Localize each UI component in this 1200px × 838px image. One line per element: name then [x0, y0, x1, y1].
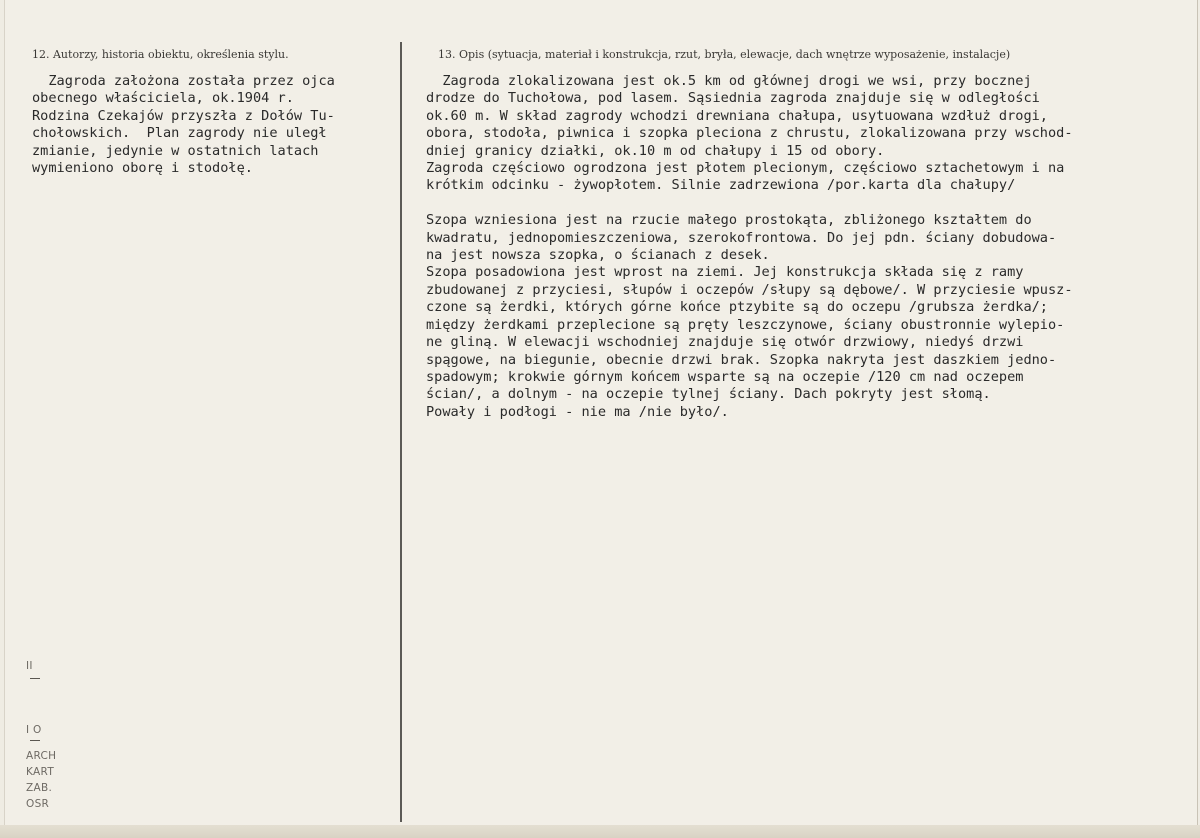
description-line: między żerdkami przeplecione są pręty leszczynowe, ściany obustronnie wylepio-	[426, 316, 1065, 333]
section-12-header: 12. Autorzy, historia obiektu, określenia stylu.	[32, 48, 289, 61]
stamp-line: ZAB.	[26, 782, 53, 794]
description-line: kwadratu, jednopomieszczeniowa, szerokofrontowa. Do jej pdn. ściany dobudowa-	[426, 229, 1057, 246]
description-line: na jest nowsza szopka, o ścianach z desek.	[426, 247, 770, 264]
section-12-body	[32, 73, 335, 177]
section-13-body	[426, 73, 1073, 421]
history-line: wymieniono oborę i stodołę.	[32, 160, 253, 177]
description-line: ne gliną. W elewacji wschodniej znajduje się otwór drzwiowy, niedyś drzwi	[426, 334, 1024, 351]
history-line: obecnego właściciela, ok.1904 r.	[32, 90, 294, 107]
stamp-line: ARCH	[26, 750, 57, 762]
archive-stamp	[26, 722, 42, 738]
margin-tick	[30, 678, 40, 679]
description-line: Zagroda częściowo ogrodzona jest płotem plecionym, częściowo sztachetowym i na	[426, 160, 1065, 177]
column-divider	[400, 44, 402, 822]
description-line: ok.60 m. W skład zagrody wchodzi drewniana chałupa, usytuowana wzdłuż drogi,	[426, 107, 1048, 124]
history-line: Zagroda założona została przez ojca	[32, 73, 335, 89]
description-line: Powały i podłogi - nie ma /nie było/.	[426, 403, 729, 420]
section-13-header: 13. Opis (sytuacja, materiał i konstrukcja, rzut, bryła, elewacje, dach wnętrze wyposażenie, instalacje)	[438, 48, 1011, 61]
description-line: krótkim odcinku - żywopłotem. Silnie zadrzewiona /por.karta dla chałupy/	[426, 177, 1016, 194]
description-line: drodze do Tuchołowa, pod lasem. Sąsiednia zagroda znajduje się w odległości	[426, 90, 1040, 107]
description-line: zbudowanej z przyciesi, słupów i oczepów /słupy są dębowe/. W przyciesie wpusz-	[426, 281, 1073, 298]
description-line: spadowym; krokwie górnym końcem wsparte są na oczepie /120 cm nad oczepem	[426, 368, 1024, 385]
description-line: Szopa wzniesiona jest na rzucie małego prostokąta, zbliżonego kształtem do	[426, 212, 1032, 229]
history-line: Rodzina Czekajów przyszła z Dołów Tu-	[32, 107, 335, 124]
description-line: ścian/, a dolnym - na oczepie tylnej ściany. Dach pokryty jest słomą.	[426, 386, 991, 403]
margin-tick	[30, 740, 40, 741]
history-line: zmianie, jedynie w ostatnich latach	[32, 142, 319, 159]
history-line: chołowskich. Plan zagrody nie uległ	[32, 125, 327, 142]
description-line: obora, stodoła, piwnica i szopka pleciona z chrustu, zlokalizowana przy wschod-	[426, 125, 1073, 142]
roman-numeral-mark: II	[26, 660, 33, 672]
description-line: spągowe, na biegunie, obecnie drzwi brak. Szopka nakryta jest daszkiem jedno-	[426, 351, 1057, 368]
stamp-line: I O	[26, 724, 42, 736]
stamp-line: OSR	[26, 798, 50, 810]
description-line: czone są żerdki, których górne końce ptzybite są do oczepu /grubsza żerdka/;	[426, 299, 1048, 316]
page-edge	[0, 825, 1200, 838]
description-line: Szopa posadowiona jest wprost na ziemi. Jej konstrukcja składa się z ramy	[426, 264, 1024, 281]
description-line: dniej granicy działki, ok.10 m od chałupy i 15 od obory.	[426, 142, 885, 159]
description-line: Zagroda zlokalizowana jest ok.5 km od głównej drogi we wsi, przy bocznej	[426, 73, 1032, 89]
archive-stamp-text	[26, 748, 56, 812]
stamp-line: KART	[26, 766, 55, 778]
